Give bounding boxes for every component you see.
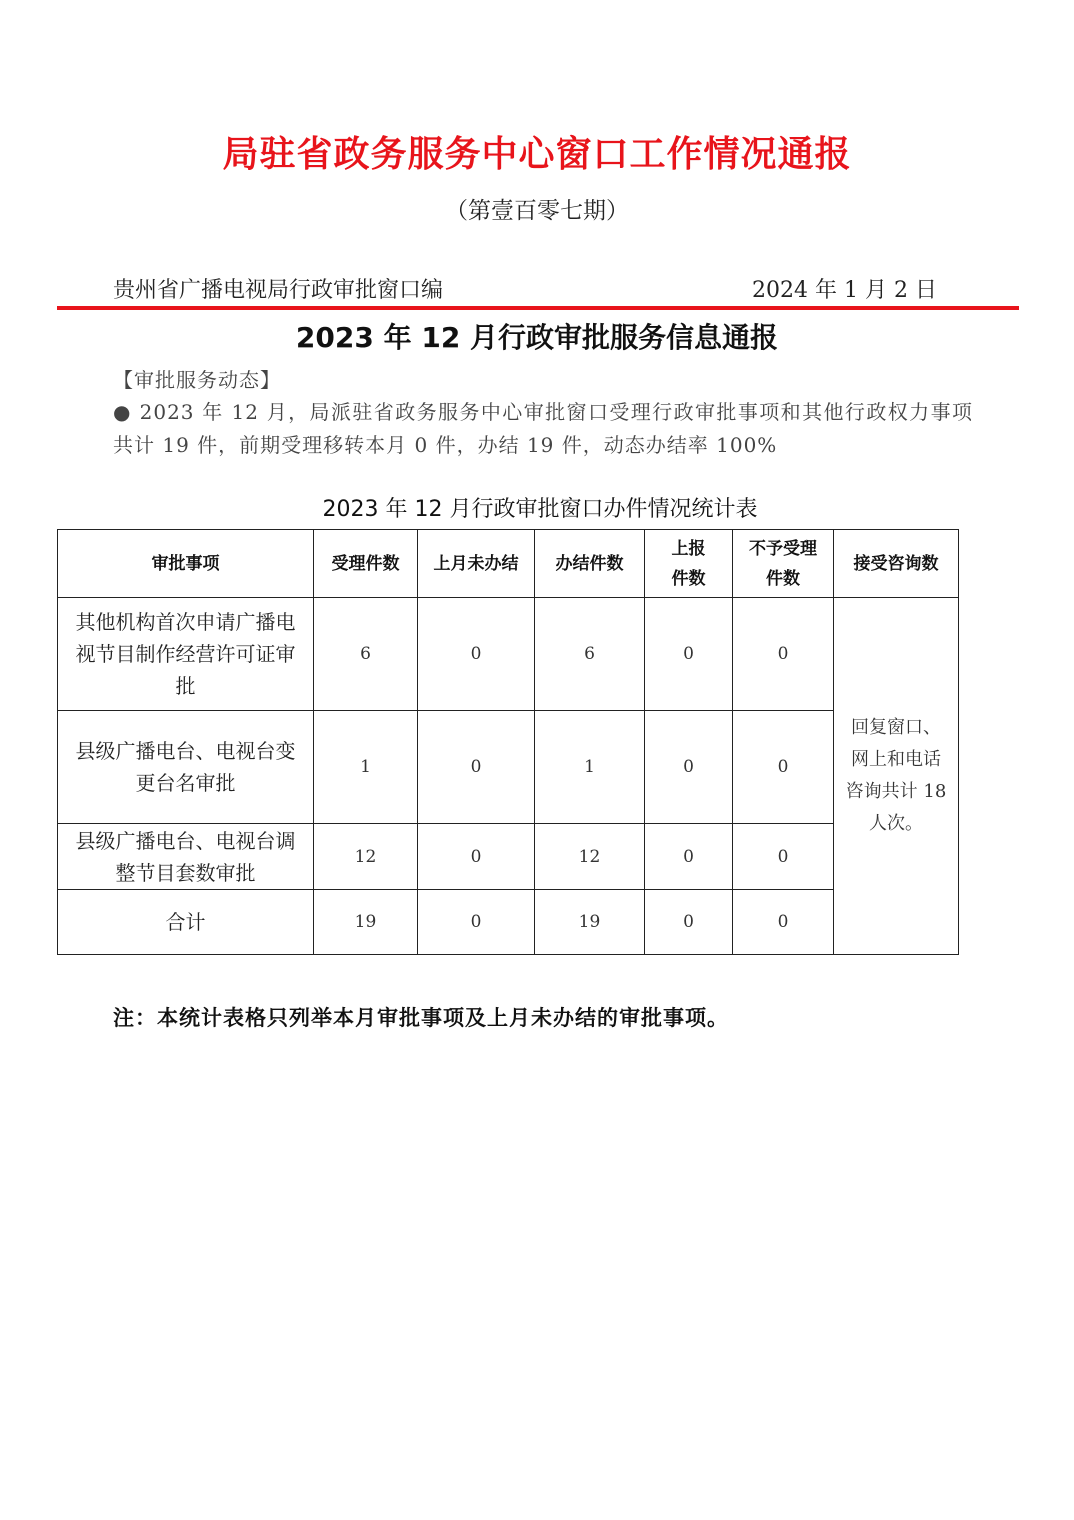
report-subtitle: 2023 年 12 月行政审批服务信息通报 xyxy=(295,321,779,354)
header-completed: 办结件数 xyxy=(535,530,645,598)
row-last-month-pending: 0 xyxy=(418,890,535,955)
red-divider-line xyxy=(57,306,1019,310)
row-rejected: 0 xyxy=(733,598,834,711)
issue-number: （第壹百零七期） xyxy=(445,198,629,224)
header-rejected-line2: 件数 xyxy=(766,568,800,589)
table-total-row xyxy=(58,890,959,955)
summary-paragraph: ● 2023 年 12 月，局派驻省政务服务中心审批窗口受理行政审批事项和其他行政权力事项共计 19 件，前期受理移转本月 0 件，办结 19 件，动态办结率 100% xyxy=(113,400,973,457)
row-reported: 0 xyxy=(645,711,733,824)
header-reported-line2: 件数 xyxy=(671,568,706,589)
row-accepted: 1 xyxy=(314,711,418,824)
consultation-cell: 回复窗口、网上和电话咨询共计 18 人次。 xyxy=(834,598,959,955)
table-header-row xyxy=(58,530,959,598)
editor-line: 贵州省广播电视局行政审批窗口编 xyxy=(113,278,444,303)
row-completed: 6 xyxy=(535,598,645,711)
row-rejected: 0 xyxy=(733,711,834,824)
header-consultations: 接受咨询数 xyxy=(834,530,959,598)
row-last-month-pending: 0 xyxy=(418,824,535,890)
statistics-table xyxy=(57,529,959,955)
row-rejected: 0 xyxy=(733,890,834,955)
row-reported: 0 xyxy=(645,824,733,890)
row-reported: 0 xyxy=(645,598,733,711)
publish-date: 2024 年 1 月 2 日 xyxy=(752,278,937,303)
header-last-month-pending: 上月未办结 xyxy=(418,530,535,598)
row-last-month-pending: 0 xyxy=(418,711,535,824)
header-item: 审批事项 xyxy=(58,530,314,598)
table-row xyxy=(58,824,959,890)
table-note: 注：本统计表格只列举本月审批事项及上月未办结的审批事项。 xyxy=(113,1005,729,1030)
header-rejected-line1: 不予受理 xyxy=(749,538,817,559)
row-last-month-pending: 0 xyxy=(418,598,535,711)
header-rejected xyxy=(733,530,834,598)
row-accepted: 19 xyxy=(314,890,418,955)
row-rejected: 0 xyxy=(733,824,834,890)
table-row xyxy=(58,711,959,824)
row-reported: 0 xyxy=(645,890,733,955)
row-item-name: 合计 xyxy=(58,890,314,955)
section-heading: 【审批服务动态】 xyxy=(113,368,281,392)
row-completed: 1 xyxy=(535,711,645,824)
row-completed: 12 xyxy=(535,824,645,890)
header-reported xyxy=(645,530,733,598)
table-row xyxy=(58,598,959,711)
row-item-name: 其他机构首次申请广播电视节目制作经营许可证审批 xyxy=(58,598,314,711)
table-caption: 2023 年 12 月行政审批窗口办件情况统计表 xyxy=(322,497,758,522)
header-reported-line1: 上报 xyxy=(671,538,706,559)
document-title: 局驻省政务服务中心窗口工作情况通报 xyxy=(222,134,852,175)
row-accepted: 12 xyxy=(314,824,418,890)
header-accepted: 受理件数 xyxy=(314,530,418,598)
row-item-name: 县级广播电台、电视台调整节目套数审批 xyxy=(58,824,314,890)
row-item-name: 县级广播电台、电视台变更台名审批 xyxy=(58,711,314,824)
row-accepted: 6 xyxy=(314,598,418,711)
row-completed: 19 xyxy=(535,890,645,955)
